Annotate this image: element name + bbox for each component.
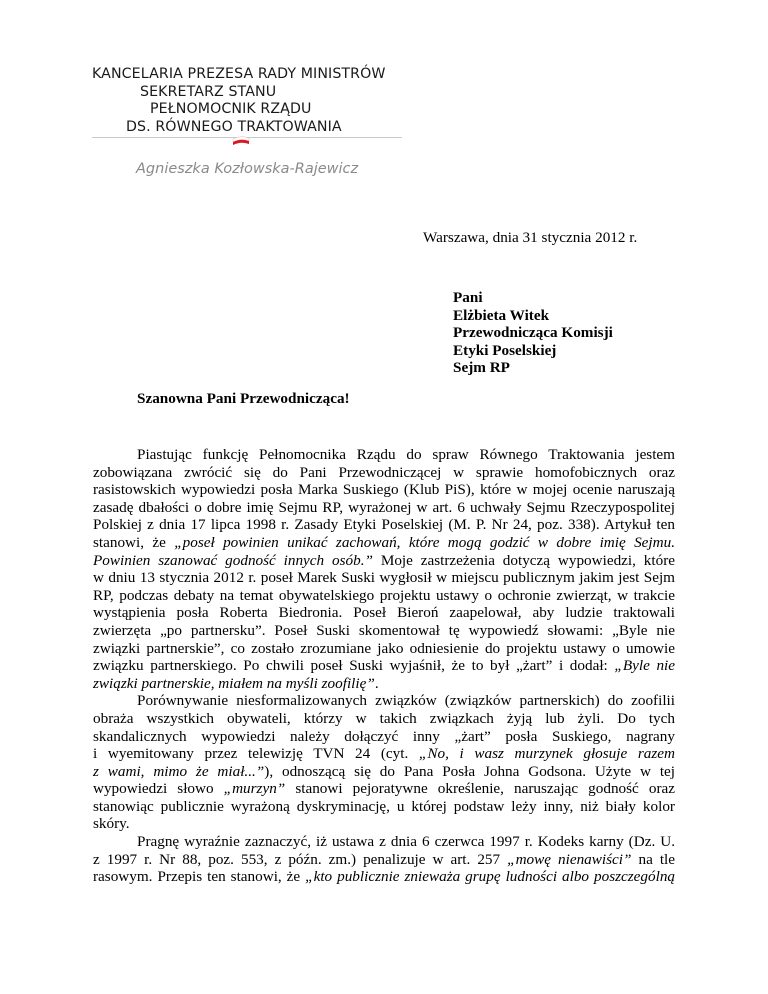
- quote-italic: „kto publicznie znieważa grupę ludności albo poszczególną: [305, 868, 676, 886]
- signatory-name: Agnieszka Kozłowska-Rajewicz: [136, 161, 359, 177]
- letterhead-line: PEŁNOMOCNIK RZĄDU: [150, 101, 312, 117]
- quote-italic: „No, i wasz murzynek głosuje razem: [418, 745, 675, 763]
- letter-body: [93, 446, 675, 886]
- body-line: i wyemitowany przez telewizję TVN 24 (cyt. „No, i wasz murzynek głosuje razem: [93, 745, 675, 763]
- quote-italic: Powinien szanować godność innych osób.”: [93, 551, 373, 569]
- body-line: stanowiąc publicznie wyrażoną dyskryminację, u której podstaw leży inny, niż biały kolor: [93, 797, 675, 815]
- body-line: związki partnerskie”, co zostało zrozumiane jako odniesienie do projektu ustawy o umowie: [93, 639, 675, 657]
- quote-italic: „murzyn”: [223, 780, 286, 798]
- body-line: związki partnerskie, miałem na myśli zoofilię”.: [93, 674, 379, 692]
- polish-flag-icon: [232, 135, 250, 147]
- body-line: związku partnerskiego. Po chwili poseł Suski wyjaśnił, że to był „żart” i dodał: „Byle nie: [93, 657, 675, 675]
- body-line: wypowiedzi słowo „murzyn” stanowi pejoratywne określenie, naruszając godność oraz: [93, 780, 675, 798]
- recipient-line: Etyki Poselskiej: [453, 341, 557, 359]
- recipient-line: Przewodnicząca Komisji: [453, 324, 613, 341]
- recipient-line: Elżbieta Witek: [453, 306, 550, 324]
- quote-italic: z wami, mimo że miał...”: [93, 762, 265, 780]
- body-line: Pragnę wyraźnie zaznaczyć, iż ustawa z dnia 6 czerwca 1997 r. Kodeks karny (Dz. U.: [137, 833, 675, 851]
- body-line: Piastując funkcję Pełnomocnika Rządu do spraw Równego Traktowania jestem: [137, 446, 675, 463]
- body-line: z 1997 r. Nr 88, poz. 553, z późn. zm.) penalizuje w art. 257 „mowę nienawiści” na tle: [93, 850, 676, 868]
- body-line: wystąpienia posła Roberta Biedronia. Poseł Bieroń zaapelował, aby ludzie traktowali: [93, 604, 675, 622]
- letter-date: Warszawa, dnia 31 stycznia 2012 r.: [423, 229, 638, 246]
- body-line: zobowiązana zwrócić się do Pani Przewodniczącej w sprawie homofobicznych oraz: [93, 463, 675, 481]
- body-line: rasistowskich wypowiedzi posła Marka Suskiego (Klub PiS), które w mojej ocenie naruszają: [93, 481, 675, 499]
- body-line: Powinien szanować godność innych osób.” Moje zastrzeżenia dotyczą wypowiedzi, które: [93, 551, 675, 569]
- body-line: rasowym. Przepis ten stanowi, że „kto publicznie znieważa grupę ludności albo poszczególną: [93, 868, 676, 886]
- quote-italic: „mowę nienawiści”: [507, 850, 632, 868]
- body-line: skandalicznych wypowiedzi należy dołączyć inny „żart” posła Suskiego, nagrany: [93, 727, 675, 745]
- body-line: skóry.: [93, 815, 130, 833]
- recipient-line: Pani: [453, 289, 483, 306]
- body-line: z wami, mimo że miał...”), odnoszącą się do Pana Posła Johna Godsona. Użyte w tej: [93, 762, 676, 780]
- body-line: stanowi, że „poseł powinien unikać zachowań, które mogą godzić w dobre imię Sejmu.: [93, 533, 675, 551]
- letterhead-line: KANCELARIA PREZESA RADY MINISTRÓW: [92, 66, 386, 82]
- body-line: zasadę dbałości o dobre imię Sejmu RP, wyrażonej w art. 6 uchwały Sejmu Rzeczypospolitej: [93, 498, 675, 516]
- quote-italic: „Byle nie: [614, 657, 675, 675]
- recipient-line: Sejm RP: [453, 359, 510, 376]
- letterhead-line: SEKRETARZ STANU: [140, 83, 277, 100]
- body-line: Porównywanie niesformalizowanych związków (związków partnerskich) do zoofilii: [137, 692, 675, 710]
- quote-italic: „poseł powinien unikać zachowań, które mogą godzić w dobre imię Sejmu.: [174, 533, 675, 551]
- quote-italic: związki partnerskie, miałem na myśli zoofilię”: [93, 674, 375, 692]
- body-line: RP, podczas debaty na temat obywatelskiego projektu ustawy o ochronie zwierząt, w trakcie: [93, 586, 675, 604]
- body-line: zwierzęta „po partnersku”. Poseł Suski skomentował tę wypowiedź słowami: „Byle nie: [93, 621, 675, 639]
- letterhead: [92, 66, 404, 136]
- body-line: obraża wszystkich obywateli, którzy w takich związkach żyją lub żyli. Do tych: [93, 709, 675, 727]
- recipient-block: [453, 289, 613, 377]
- salutation: Szanowna Pani Przewodnicząca!: [137, 390, 350, 407]
- letterhead-line: DS. RÓWNEGO TRAKTOWANIA: [126, 118, 342, 135]
- body-line: w dniu 13 stycznia 2012 r. poseł Marek Suski wygłosił w miejscu publicznym jakim jest Sejm: [93, 569, 675, 587]
- body-line: Polskiej z dnia 17 lipca 1998 r. Zasady Etyki Poselskiej (M. P. Nr 24, poz. 338). Artykuł ten: [93, 516, 675, 534]
